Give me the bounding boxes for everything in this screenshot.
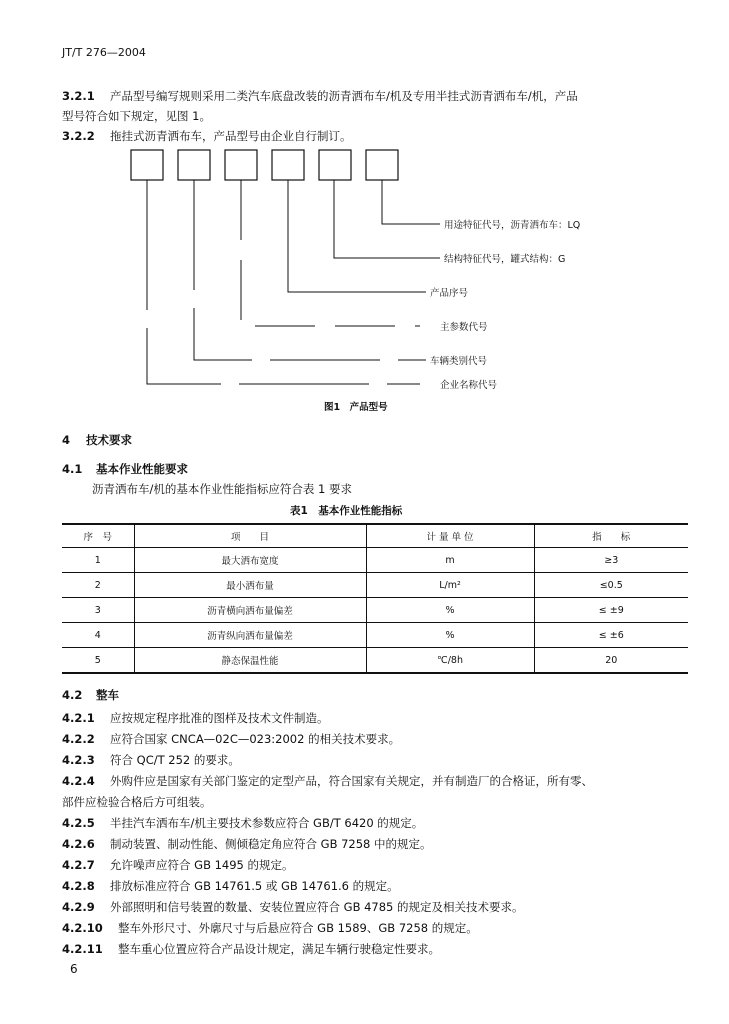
- page-number: 6: [70, 962, 78, 976]
- leader-line-6: [147, 180, 420, 384]
- item-4-2-9: 4.2.9 外部照明和信号装置的数量、安装位置应符合 GB 4785 的规定及相关技术要求。: [62, 900, 524, 914]
- figure-caption: 图1 产品型号: [324, 402, 388, 413]
- item-4-2-2: 4.2.2 应符合国家 CNCA—02C—023:2002 的相关技术要求。: [62, 732, 401, 746]
- performance-table: [62, 523, 688, 674]
- section-4-1-intro: 沥青洒布车/机的基本作业性能指标应符合表 1 要求: [92, 482, 352, 496]
- header-item: 项 目: [134, 524, 366, 548]
- item-4-2-8: 4.2.8 排放标准应符合 GB 14761.5 或 GB 14761.6 的规定。: [62, 879, 399, 893]
- item-4-2-10: 4.2.10 整车外形尺寸、外廓尺寸与后悬应符合 GB 1589、GB 7258 的规定。: [62, 921, 478, 935]
- label-enterprise-name: 企业名称代号: [440, 380, 498, 391]
- item-4-2-4: 4.2.4 外购件应是国家有关部门鉴定的定型产品，符合国家有关规定，并有制造厂的合格证，所有零、: [62, 774, 593, 788]
- label-product-serial: 产品序号: [430, 288, 469, 299]
- document-code: JT/T 276—2004: [62, 46, 146, 59]
- item-4-2-1: 4.2.1 应按规定程序批准的图样及技术文件制造。: [62, 711, 329, 725]
- label-structure-code: 结构特征代号，罐式结构：G: [444, 254, 566, 265]
- header-unit: 计 量 单 位: [366, 524, 534, 548]
- item-4-2-6: 4.2.6 制动装置、制动性能、侧倾稳定角应符合 GB 7258 中的规定。: [62, 837, 432, 851]
- item-4-2-7: 4.2.7 允许噪声应符合 GB 1495 的规定。: [62, 858, 294, 872]
- table-header-row: [62, 524, 688, 548]
- label-main-param: 主参数代号: [440, 322, 488, 333]
- code-box-6: [366, 150, 398, 180]
- product-model-diagram: [0, 0, 729, 420]
- table-row: 1 最大洒布宽度 m ≥3: [62, 548, 688, 573]
- para-3-2-2: 3.2.2 拖挂式沥青洒布车，产品型号由企业自行制订。: [62, 129, 352, 143]
- code-box-2: [178, 150, 210, 180]
- table-row: 4 沥青纵向洒布量偏差 % ≤ ±6: [62, 623, 688, 648]
- table-row: 5 静态保温性能 ℃/8h 20: [62, 648, 688, 674]
- table-row: 2 最小洒布量 L/m² ≤0.5: [62, 573, 688, 598]
- header-value: 指 标: [534, 524, 688, 548]
- leader-line-3: [288, 180, 426, 292]
- para-3-2-1-cont: 型号符合如下规定，见图 1。: [62, 109, 211, 123]
- section-4-heading: 4 技术要求: [62, 433, 132, 447]
- label-usage-code: 用途特征代号，沥青洒布车：LQ: [444, 220, 581, 231]
- leader-line-5: [194, 180, 426, 360]
- leader-line-2: [334, 180, 440, 258]
- code-box-3: [225, 150, 257, 180]
- leader-line-1: [382, 180, 440, 224]
- item-4-2-4-cont: 部件应检验合格后方可组装。: [62, 795, 212, 809]
- item-4-2-5: 4.2.5 半挂汽车洒布车/机主要技术参数应符合 GB/T 6420 的规定。: [62, 816, 424, 830]
- table-caption: 表1 基本作业性能指标: [290, 505, 403, 517]
- code-box-1: [131, 150, 163, 180]
- item-4-2-3: 4.2.3 符合 QC/T 252 的要求。: [62, 753, 240, 767]
- label-vehicle-class: 车辆类别代号: [430, 356, 488, 367]
- item-4-2-11: 4.2.11 整车重心位置应符合产品设计规定，满足车辆行驶稳定性要求。: [62, 942, 440, 956]
- code-box-5: [319, 150, 351, 180]
- para-3-2-1: 3.2.1 产品型号编写规则采用二类汽车底盘改装的沥青洒布车/机及专用半挂式沥青洒布车/机，产品: [62, 89, 578, 103]
- section-4-2-heading: 4.2 整车: [62, 688, 119, 702]
- code-box-4: [272, 150, 304, 180]
- leader-line-4: [241, 180, 420, 326]
- section-4-1-heading: 4.1 基本作业性能要求: [62, 462, 188, 476]
- header-serial: 序 号: [62, 524, 134, 548]
- table-row: 3 沥青横向洒布量偏差 % ≤ ±9: [62, 598, 688, 623]
